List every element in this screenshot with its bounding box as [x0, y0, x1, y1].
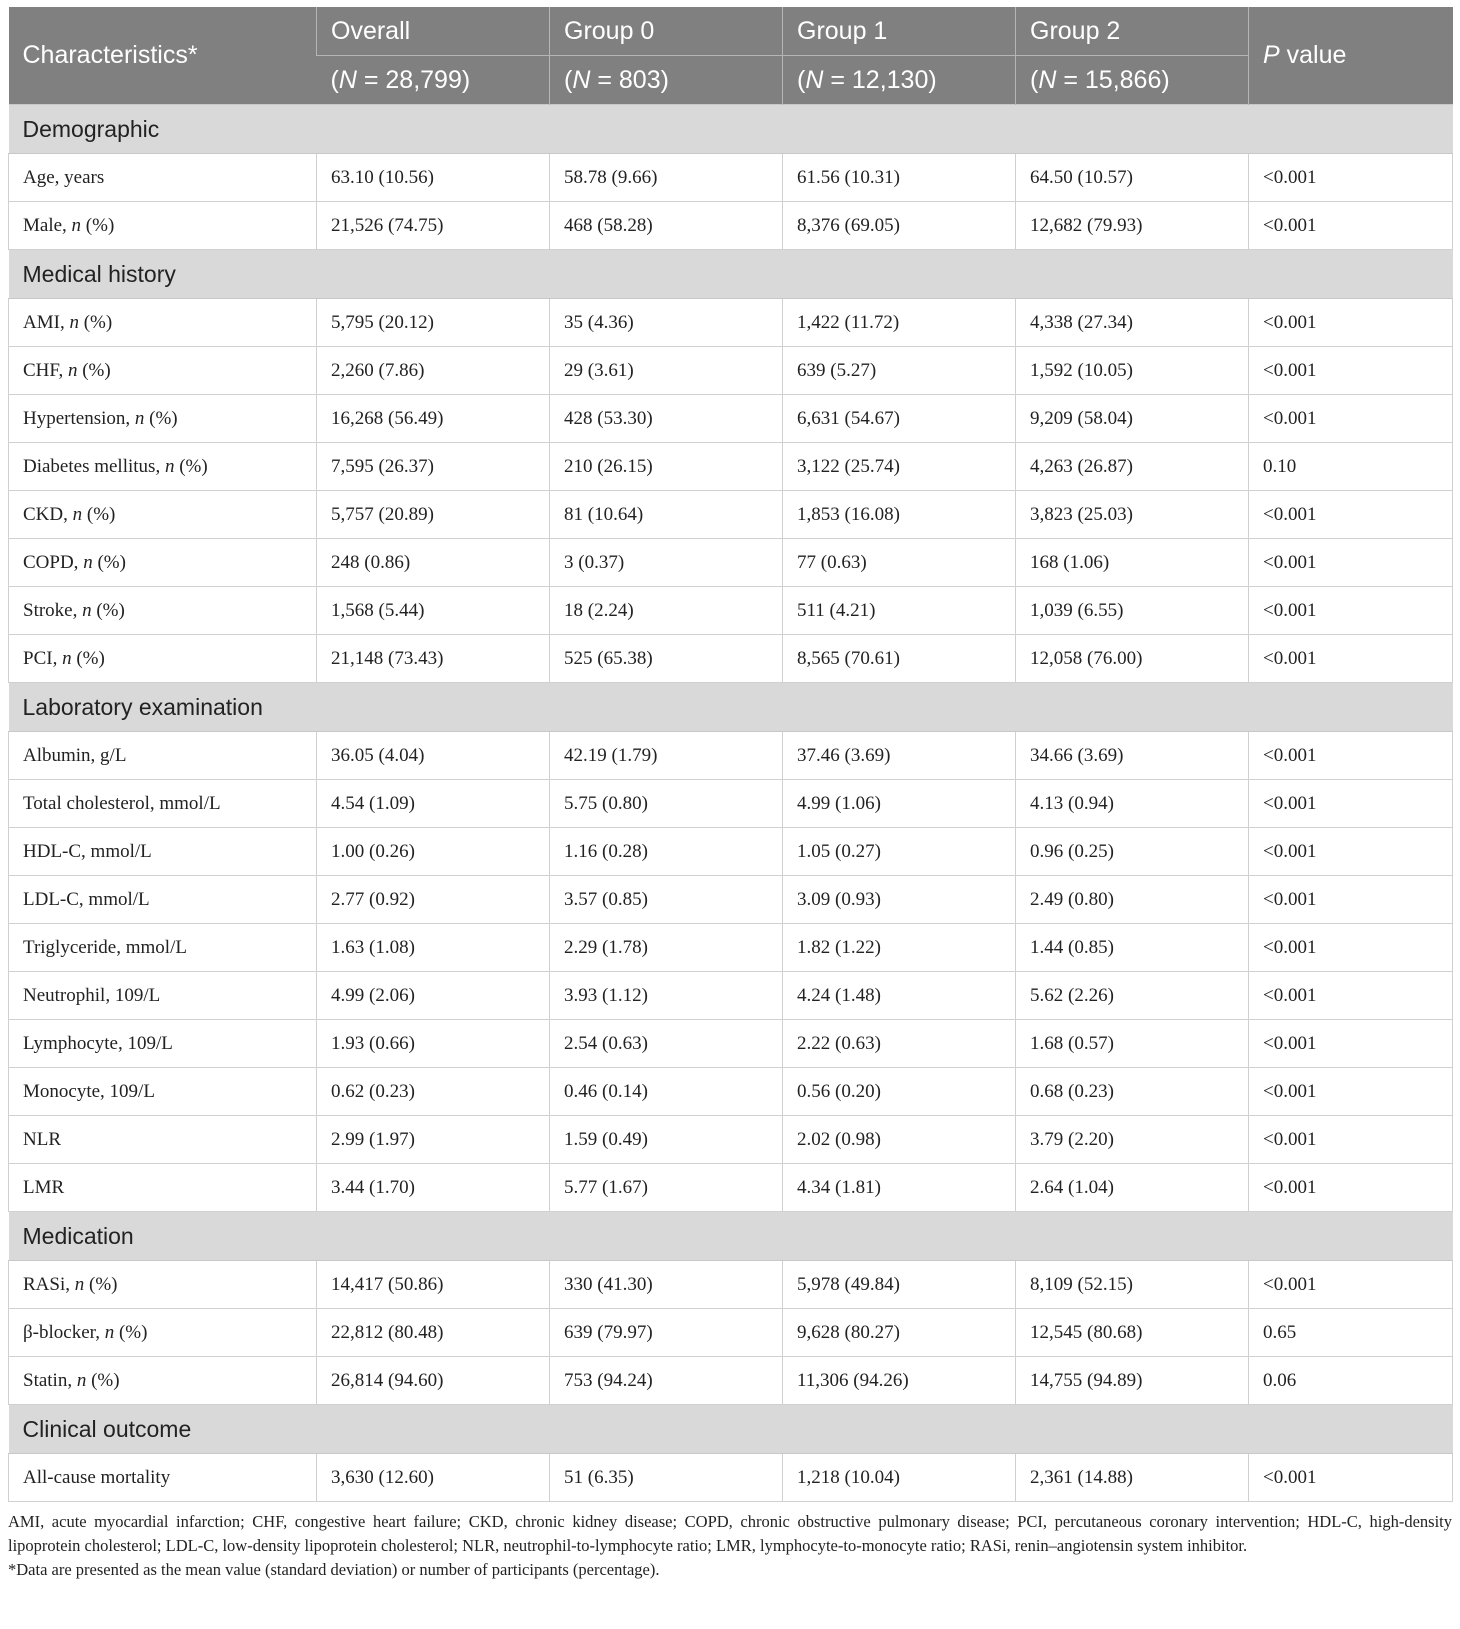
row-label	[9, 780, 317, 828]
cell-value: 37.46 (3.69)	[783, 732, 1016, 780]
row-label	[9, 539, 317, 587]
n-eq: =	[356, 65, 386, 94]
n-open: (	[330, 65, 339, 94]
cell-value: 58.78 (9.66)	[550, 154, 783, 202]
cell-p-value: <0.001	[1249, 1068, 1453, 1116]
table-row	[9, 491, 1453, 539]
cell-value: 64.50 (10.57)	[1016, 154, 1249, 202]
cell-value: 1.93 (0.66)	[317, 1020, 550, 1068]
table-footnotes	[8, 1510, 1452, 1582]
cell-value: 1.00 (0.26)	[317, 828, 550, 876]
cell-value: 34.66 (3.69)	[1016, 732, 1249, 780]
row-label	[9, 587, 317, 635]
cell-value: 11,306 (94.26)	[783, 1357, 1016, 1405]
cell-value: 2.64 (1.04)	[1016, 1164, 1249, 1212]
cell-value: 1.68 (0.57)	[1016, 1020, 1249, 1068]
section-title: Medical history	[9, 250, 1453, 299]
n-open: (	[797, 65, 806, 94]
table-row	[9, 1116, 1453, 1164]
table-row	[9, 1357, 1453, 1405]
label-italic: n	[72, 503, 83, 525]
cell-value: 3.93 (1.12)	[550, 972, 783, 1020]
row-label	[9, 491, 317, 539]
cell-value: 4.99 (1.06)	[783, 780, 1016, 828]
cell-p-value: <0.001	[1249, 780, 1453, 828]
cell-value: 14,755 (94.89)	[1016, 1357, 1249, 1405]
cell-value: 248 (0.86)	[317, 539, 550, 587]
label-end: (%)	[82, 503, 116, 525]
cell-value: 1.05 (0.27)	[783, 828, 1016, 876]
label-text: COPD,	[23, 551, 84, 573]
section-title: Clinical outcome	[9, 1405, 1453, 1454]
table-row	[9, 972, 1453, 1020]
cell-value: 3,122 (25.74)	[783, 443, 1016, 491]
cell-value: 12,545 (80.68)	[1016, 1309, 1249, 1357]
cell-value: 5.75 (0.80)	[550, 780, 783, 828]
cell-value: 7,595 (26.37)	[317, 443, 550, 491]
header-group-1: Group 1	[783, 7, 1016, 56]
table-container	[8, 7, 1452, 1582]
cell-value: 9,628 (80.27)	[783, 1309, 1016, 1357]
label-text: LMR	[23, 1176, 65, 1198]
cell-value: 9,209 (58.04)	[1016, 395, 1249, 443]
cell-p-value: <0.001	[1249, 1261, 1453, 1309]
cell-value: 639 (5.27)	[783, 347, 1016, 395]
label-text: RASi,	[23, 1273, 75, 1295]
cell-value: 2.29 (1.78)	[550, 924, 783, 972]
cell-value: 511 (4.21)	[783, 587, 1016, 635]
header-n-2	[783, 56, 1016, 105]
cell-p-value: <0.001	[1249, 1116, 1453, 1164]
table-row	[9, 299, 1453, 347]
row-label	[9, 395, 317, 443]
label-italic: n	[83, 551, 93, 573]
cell-p-value: <0.001	[1249, 539, 1453, 587]
cell-value: 0.96 (0.25)	[1016, 828, 1249, 876]
cell-p-value: <0.001	[1249, 154, 1453, 202]
n-close: )	[461, 65, 471, 94]
label-text: PCI,	[23, 647, 63, 669]
label-text: Male,	[23, 214, 72, 236]
cell-value: 1,039 (6.55)	[1016, 587, 1249, 635]
cell-p-value: <0.001	[1249, 395, 1453, 443]
table-row	[9, 635, 1453, 683]
label-end: (%)	[81, 214, 115, 236]
table-row	[9, 395, 1453, 443]
n-value: 12,130	[851, 65, 929, 94]
cell-value: 5.62 (2.26)	[1016, 972, 1249, 1020]
label-text: Neutrophil, 109/L	[23, 984, 161, 1006]
label-text: Lymphocyte, 109/L	[23, 1032, 173, 1054]
cell-value: 61.56 (10.31)	[783, 154, 1016, 202]
label-text: Age, years	[23, 166, 105, 188]
label-end: (%)	[174, 455, 208, 477]
label-italic: n	[164, 455, 175, 477]
n-value: 28,799	[385, 65, 462, 94]
cell-p-value: 0.10	[1249, 443, 1453, 491]
row-label	[9, 924, 317, 972]
cell-value: 4.13 (0.94)	[1016, 780, 1249, 828]
cell-value: 428 (53.30)	[550, 395, 783, 443]
cell-value: 35 (4.36)	[550, 299, 783, 347]
cell-value: 2.02 (0.98)	[783, 1116, 1016, 1164]
label-end: (%)	[86, 1369, 120, 1391]
cell-value: 1.44 (0.85)	[1016, 924, 1249, 972]
table-row	[9, 1309, 1453, 1357]
label-italic: n	[104, 1321, 115, 1343]
label-text: HDL-C, mmol/L	[23, 840, 152, 862]
cell-p-value: 0.06	[1249, 1357, 1453, 1405]
cell-value: 3.57 (0.85)	[550, 876, 783, 924]
cell-value: 6,631 (54.67)	[783, 395, 1016, 443]
p-italic: P	[1263, 41, 1280, 69]
table-row	[9, 202, 1453, 250]
p-rest: value	[1279, 41, 1347, 69]
cell-value: 51 (6.35)	[550, 1454, 783, 1502]
cell-p-value: <0.001	[1249, 299, 1453, 347]
row-label	[9, 1020, 317, 1068]
cell-value: 1,568 (5.44)	[317, 587, 550, 635]
table-body	[9, 105, 1453, 1502]
cell-p-value: 0.65	[1249, 1309, 1453, 1357]
cell-value: 468 (58.28)	[550, 202, 783, 250]
label-italic: n	[62, 647, 72, 669]
cell-value: 77 (0.63)	[783, 539, 1016, 587]
label-italic: n	[74, 1273, 85, 1295]
section-row	[9, 105, 1453, 154]
row-label	[9, 443, 317, 491]
label-end: (%)	[92, 551, 126, 573]
table-row	[9, 1020, 1453, 1068]
table-row	[9, 924, 1453, 972]
cell-value: 5,978 (49.84)	[783, 1261, 1016, 1309]
footnote-note: *Data are presented as the mean value (standard deviation) or number of participants (percentage).	[8, 1560, 660, 1579]
section-row	[9, 250, 1453, 299]
cell-value: 18 (2.24)	[550, 587, 783, 635]
cell-value: 36.05 (4.04)	[317, 732, 550, 780]
n-letter: N	[572, 65, 591, 94]
label-end: (%)	[84, 1273, 118, 1295]
cell-p-value: <0.001	[1249, 1164, 1453, 1212]
table-row	[9, 587, 1453, 635]
label-end: (%)	[77, 359, 111, 381]
cell-value: 2,260 (7.86)	[317, 347, 550, 395]
table-header	[9, 7, 1453, 105]
row-label	[9, 828, 317, 876]
cell-p-value: <0.001	[1249, 828, 1453, 876]
cell-value: 210 (26.15)	[550, 443, 783, 491]
cell-value: 4,263 (26.87)	[1016, 443, 1249, 491]
label-text: Albumin, g/L	[23, 744, 127, 766]
n-eq: =	[590, 65, 619, 94]
table-row	[9, 539, 1453, 587]
header-group-0: Group 0	[550, 7, 783, 56]
table-row	[9, 1261, 1453, 1309]
label-text: Statin,	[23, 1369, 77, 1391]
cell-p-value: <0.001	[1249, 732, 1453, 780]
n-close: )	[928, 65, 937, 94]
label-text: LDL-C, mmol/L	[23, 888, 150, 910]
n-letter: N	[338, 65, 357, 94]
cell-value: 12,682 (79.93)	[1016, 202, 1249, 250]
cell-value: 1.16 (0.28)	[550, 828, 783, 876]
row-label	[9, 1261, 317, 1309]
cell-value: 26,814 (94.60)	[317, 1357, 550, 1405]
cell-value: 3,630 (12.60)	[317, 1454, 550, 1502]
row-label	[9, 347, 317, 395]
label-text: Triglyceride, mmol/L	[23, 936, 187, 958]
label-end: (%)	[78, 311, 113, 333]
label-text: CKD,	[23, 503, 73, 525]
n-value: 15,866	[1084, 65, 1162, 94]
table-row	[9, 347, 1453, 395]
section-row	[9, 1212, 1453, 1261]
cell-value: 2.99 (1.97)	[317, 1116, 550, 1164]
row-label	[9, 635, 317, 683]
n-open: (	[1030, 65, 1039, 94]
label-italic: n	[82, 599, 92, 621]
row-label	[9, 1068, 317, 1116]
cell-value: 22,812 (80.48)	[317, 1309, 550, 1357]
row-label	[9, 972, 317, 1020]
cell-value: 753 (94.24)	[550, 1357, 783, 1405]
label-text: Hypertension,	[23, 407, 135, 429]
row-label	[9, 299, 317, 347]
table-row	[9, 732, 1453, 780]
label-text: β-blocker,	[23, 1321, 105, 1343]
label-end: (%)	[114, 1321, 148, 1343]
cell-value: 4.34 (1.81)	[783, 1164, 1016, 1212]
cell-value: 2.22 (0.63)	[783, 1020, 1016, 1068]
table-row	[9, 780, 1453, 828]
label-text: All-cause mortality	[23, 1466, 171, 1488]
cell-value: 4.24 (1.48)	[783, 972, 1016, 1020]
row-label	[9, 1116, 317, 1164]
table-row	[9, 828, 1453, 876]
cell-value: 0.62 (0.23)	[317, 1068, 550, 1116]
cell-p-value: <0.001	[1249, 1454, 1453, 1502]
row-label	[9, 202, 317, 250]
header-n-3	[1016, 56, 1249, 105]
cell-value: 4,338 (27.34)	[1016, 299, 1249, 347]
table-row	[9, 1164, 1453, 1212]
row-label	[9, 1357, 317, 1405]
cell-p-value: <0.001	[1249, 635, 1453, 683]
cell-value: 21,526 (74.75)	[317, 202, 550, 250]
cell-value: 3 (0.37)	[550, 539, 783, 587]
table-row	[9, 1068, 1453, 1116]
n-eq: =	[823, 65, 852, 94]
cell-value: 3,823 (25.03)	[1016, 491, 1249, 539]
cell-value: 1.59 (0.49)	[550, 1116, 783, 1164]
label-italic: n	[67, 359, 78, 381]
header-group-2: Group 2	[1016, 7, 1249, 56]
section-title: Demographic	[9, 105, 1453, 154]
label-text: Diabetes mellitus,	[23, 455, 165, 477]
label-italic: n	[71, 214, 82, 236]
row-label	[9, 154, 317, 202]
cell-value: 29 (3.61)	[550, 347, 783, 395]
cell-value: 4.99 (2.06)	[317, 972, 550, 1020]
n-close: )	[1161, 65, 1170, 94]
label-text: Total cholesterol, mmol/L	[23, 792, 221, 814]
header-p-value	[1249, 7, 1453, 105]
cell-value: 2.49 (0.80)	[1016, 876, 1249, 924]
cell-p-value: <0.001	[1249, 1020, 1453, 1068]
section-title: Medication	[9, 1212, 1453, 1261]
label-text: CHF,	[23, 359, 68, 381]
n-value: 803	[618, 65, 661, 94]
header-overall: Overall	[317, 7, 550, 56]
cell-value: 12,058 (76.00)	[1016, 635, 1249, 683]
cell-value: 8,376 (69.05)	[783, 202, 1016, 250]
cell-value: 21,148 (73.43)	[317, 635, 550, 683]
cell-value: 1,853 (16.08)	[783, 491, 1016, 539]
cell-value: 0.46 (0.14)	[550, 1068, 783, 1116]
label-text: AMI,	[23, 311, 70, 333]
baseline-characteristics-table	[8, 7, 1453, 1502]
row-label	[9, 1454, 317, 1502]
cell-value: 5.77 (1.67)	[550, 1164, 783, 1212]
cell-p-value: <0.001	[1249, 347, 1453, 395]
n-letter: N	[805, 65, 824, 94]
cell-value: 168 (1.06)	[1016, 539, 1249, 587]
section-row	[9, 1405, 1453, 1454]
cell-value: 2.54 (0.63)	[550, 1020, 783, 1068]
label-end: (%)	[91, 599, 125, 621]
cell-value: 81 (10.64)	[550, 491, 783, 539]
cell-value: 16,268 (56.49)	[317, 395, 550, 443]
cell-p-value: <0.001	[1249, 972, 1453, 1020]
header-characteristics: Characteristics*	[9, 7, 317, 105]
label-end: (%)	[71, 647, 105, 669]
cell-value: 14,417 (50.86)	[317, 1261, 550, 1309]
cell-value: 639 (79.97)	[550, 1309, 783, 1357]
label-text: Stroke,	[23, 599, 83, 621]
n-open: (	[564, 65, 573, 94]
cell-value: 1,218 (10.04)	[783, 1454, 1016, 1502]
cell-p-value: <0.001	[1249, 587, 1453, 635]
label-italic: n	[76, 1369, 87, 1391]
cell-value: 330 (41.30)	[550, 1261, 783, 1309]
n-eq: =	[1056, 65, 1085, 94]
cell-p-value: <0.001	[1249, 924, 1453, 972]
cell-value: 1.63 (1.08)	[317, 924, 550, 972]
row-label	[9, 732, 317, 780]
row-label	[9, 1164, 317, 1212]
label-end: (%)	[144, 407, 178, 429]
table-row	[9, 876, 1453, 924]
n-letter: N	[1038, 65, 1057, 94]
cell-value: 8,109 (52.15)	[1016, 1261, 1249, 1309]
section-title: Laboratory examination	[9, 683, 1453, 732]
header-n-0	[317, 56, 550, 105]
section-row	[9, 683, 1453, 732]
cell-value: 5,795 (20.12)	[317, 299, 550, 347]
cell-value: 3.44 (1.70)	[317, 1164, 550, 1212]
cell-value: 1,422 (11.72)	[783, 299, 1016, 347]
cell-p-value: <0.001	[1249, 491, 1453, 539]
row-label	[9, 876, 317, 924]
n-close: )	[660, 65, 669, 94]
table-row	[9, 154, 1453, 202]
footnote-abbreviations: AMI, acute myocardial infarction; CHF, congestive heart failure; CKD, chronic kidney disease; COPD, chronic obstructive pulmonary disease; PCI, percutaneous coronary intervention; HDL-C, high-density lipoprotein cholesterol; LDL-C, low-density lipoprotein cholesterol; NLR, neutrophil-to-lymphocyte ratio; LMR, lymphocyte-to-monocyte ratio; RASi, renin–angiotensin system inhibitor.	[8, 1512, 1452, 1555]
cell-value: 1.82 (1.22)	[783, 924, 1016, 972]
cell-value: 42.19 (1.79)	[550, 732, 783, 780]
header-n-1	[550, 56, 783, 105]
cell-p-value: <0.001	[1249, 202, 1453, 250]
cell-value: 3.09 (0.93)	[783, 876, 1016, 924]
cell-value: 0.68 (0.23)	[1016, 1068, 1249, 1116]
label-italic: n	[69, 311, 79, 333]
cell-value: 2,361 (14.88)	[1016, 1454, 1249, 1502]
cell-value: 2.77 (0.92)	[317, 876, 550, 924]
cell-p-value: <0.001	[1249, 876, 1453, 924]
cell-value: 4.54 (1.09)	[317, 780, 550, 828]
cell-value: 5,757 (20.89)	[317, 491, 550, 539]
cell-value: 0.56 (0.20)	[783, 1068, 1016, 1116]
table-row	[9, 1454, 1453, 1502]
cell-value: 1,592 (10.05)	[1016, 347, 1249, 395]
table-row	[9, 443, 1453, 491]
row-label	[9, 1309, 317, 1357]
label-text: Monocyte, 109/L	[23, 1080, 155, 1102]
label-text: NLR	[23, 1128, 61, 1150]
cell-value: 63.10 (10.56)	[317, 154, 550, 202]
cell-value: 525 (65.38)	[550, 635, 783, 683]
cell-value: 3.79 (2.20)	[1016, 1116, 1249, 1164]
cell-value: 8,565 (70.61)	[783, 635, 1016, 683]
label-italic: n	[134, 407, 145, 429]
